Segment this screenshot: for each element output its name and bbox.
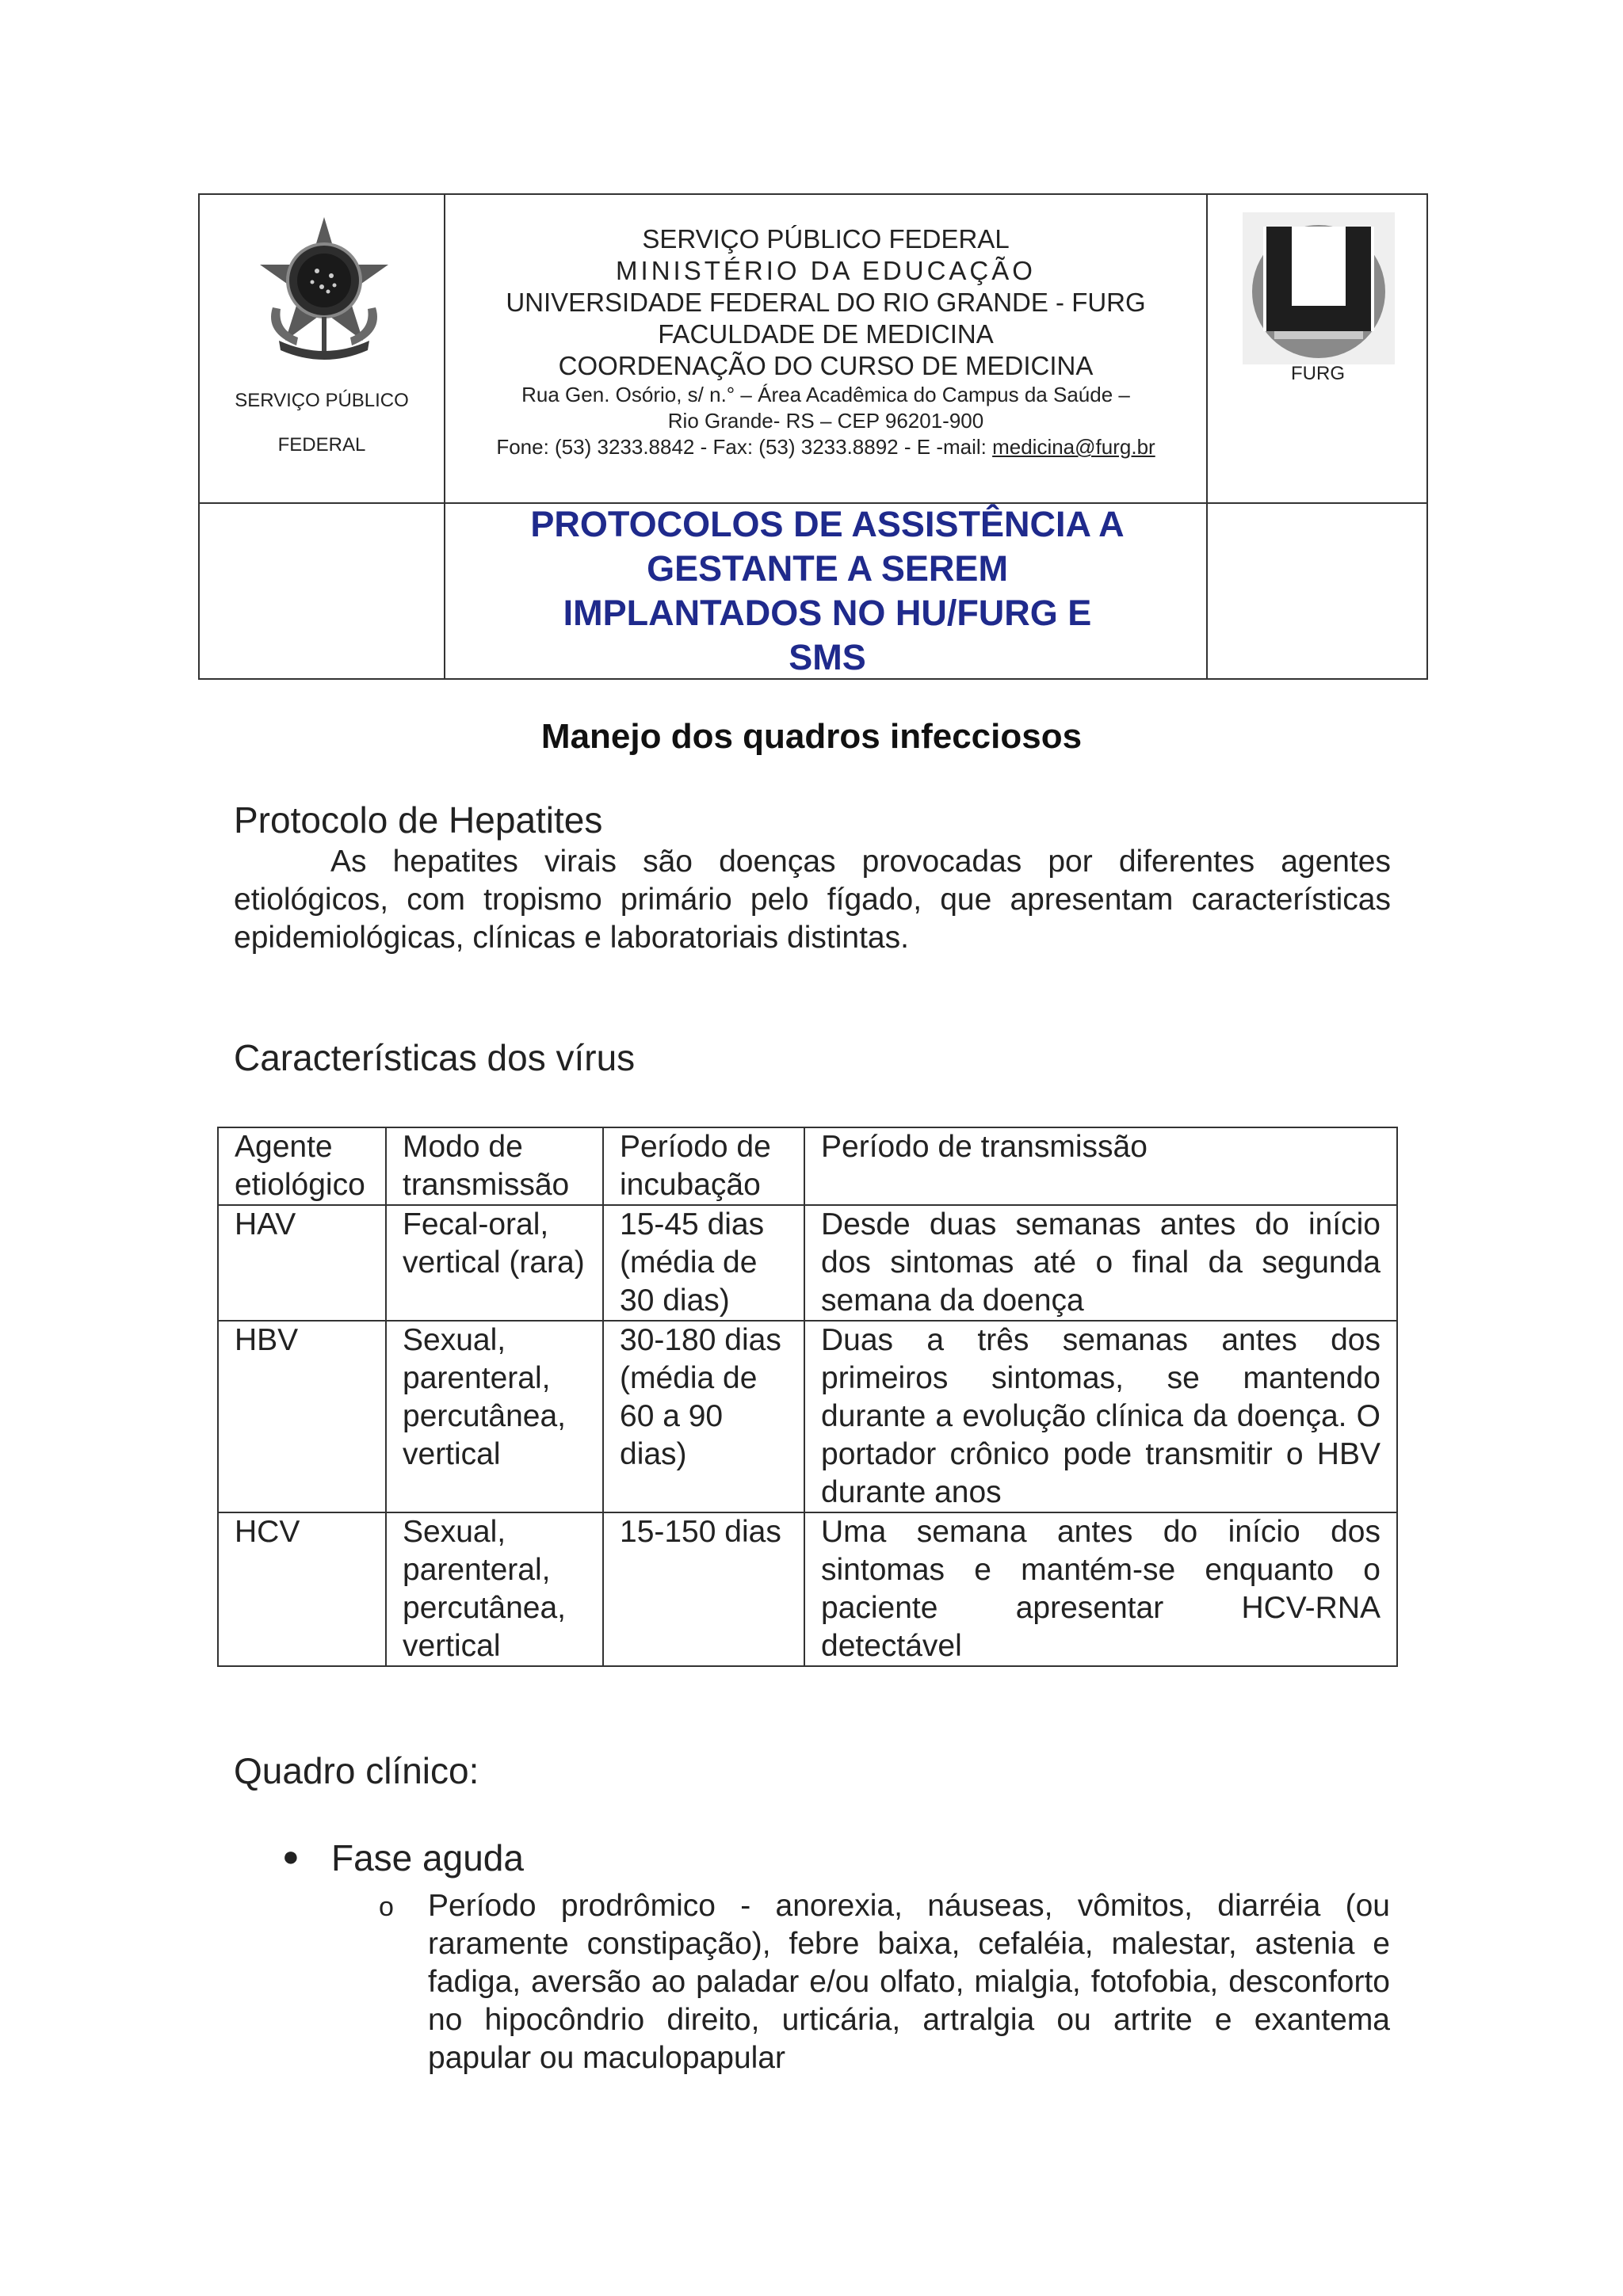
table-cell: Sexual, parenteral, percutânea, vertical <box>386 1512 603 1666</box>
table-cell: Fecal-oral, vertical (rara) <box>386 1205 603 1321</box>
table-header-cell: Período de incubação <box>603 1127 804 1205</box>
table-cell: Uma semana antes do início dos sintomas e mantém-se enquanto o paciente apresentar HCV-RNA detectável <box>804 1512 1397 1666</box>
title-line: GESTANTE A SEREM <box>647 548 1008 589</box>
table-cell: Sexual, parenteral, percutânea, vertical <box>386 1321 603 1512</box>
address-line: Rio Grande- RS – CEP 96201-900 <box>667 409 984 433</box>
seal-caption-line: SERVIÇO PÚBLICO <box>235 390 409 411</box>
bullet-icon: ● <box>282 1840 300 1872</box>
page-subtitle: Manejo dos quadros infecciosos <box>540 717 1083 756</box>
table-cell: HBV <box>218 1321 386 1512</box>
table-cell: 30-180 dias (média de 60 a 90 dias) <box>603 1321 804 1512</box>
virus-characteristics-table <box>217 1127 1398 1667</box>
hepatites-paragraph <box>234 843 1391 957</box>
table-cell: HAV <box>218 1205 386 1321</box>
title-line: PROTOCOLOS DE ASSISTÊNCIA A <box>530 504 1125 544</box>
address-line: Rua Gen. Osório, s/ n.° – Área Acadêmica do Campus da Saúde – <box>521 383 1130 406</box>
header-table <box>198 193 1428 680</box>
table-header-cell: Período de transmissão <box>804 1127 1397 1205</box>
table-header-cell: Modo de transmissão <box>386 1127 603 1205</box>
table-cell: 15-150 dias <box>603 1512 804 1666</box>
table-row <box>218 1321 1397 1512</box>
title-line: IMPLANTADOS NO HU/FURG E <box>563 593 1092 633</box>
table-cell: 15-45 dias (média de 30 dias) <box>603 1205 804 1321</box>
table-row <box>218 1205 1397 1321</box>
brazil-coat-of-arms-icon <box>249 214 399 364</box>
institution-line: MINISTÉRIO DA EDUCAÇÃO <box>616 256 1036 285</box>
table-cell: HCV <box>218 1512 386 1666</box>
furg-cell <box>1208 195 1428 504</box>
institution-line: UNIVERSIDADE FEDERAL DO RIO GRANDE - FURG <box>506 288 1146 317</box>
section-heading-hepatites: Protocolo de Hepatites <box>234 799 603 841</box>
table-cell: Desde duas semanas antes do início dos sintomas até o final da segunda semana da doença <box>804 1205 1397 1321</box>
furg-logo-icon <box>1243 212 1395 364</box>
furg-caption: FURG <box>1291 363 1345 384</box>
email-link[interactable]: medicina@furg.br <box>992 435 1155 459</box>
institution-line: FACULDADE DE MEDICINA <box>658 319 994 349</box>
title-line: SMS <box>789 637 866 677</box>
section-heading-clinical: Quadro clínico: <box>234 1750 479 1791</box>
table-row <box>218 1512 1397 1666</box>
institution-line: SERVIÇO PÚBLICO FEDERAL <box>642 224 1010 254</box>
table-cell: Duas a três semanas antes dos primeiros sintomas, se mantendo durante a evolução clínica da doença. O portador crônico pode transmitir o HBV durante anos <box>804 1321 1397 1512</box>
table-header-cell: Agente etiológico <box>218 1127 386 1205</box>
paragraph-text: As hepatites virais são doenças provocadas por diferentes agentes etiológicos, com tropismo primário pelo fígado, que apresentam características epidemiológicas, clínicas e laboratoriais distintas. <box>234 845 1391 955</box>
document-title <box>447 502 1208 680</box>
institution-block <box>445 223 1206 460</box>
sub-bullet-icon: o <box>379 1892 394 1922</box>
seal-cell <box>200 195 444 504</box>
seal-caption-line: FEDERAL <box>277 434 366 456</box>
section-heading-virus: Características dos vírus <box>234 1037 636 1078</box>
institution-line: COORDENAÇÃO DO CURSO DE MEDICINA <box>558 351 1094 380</box>
contact-numbers: Fone: (53) 3233.8842 - Fax: (53) 3233.8892 - E -mail: <box>496 435 993 459</box>
table-header-row <box>218 1127 1397 1205</box>
sub-item-periodo-prodromico: Período prodrômico - anorexia, náuseas, vômitos, diarréia (ou raramente constipação), febre baixa, cefaléia, malestar, astenia e fadiga, aversão ao paladar e/ou olfato, mialgia, fotofobia, desconforto no hipocôndrio direito, urticária, artralgia ou artrite e exantema papular ou maculopapular <box>428 1889 1390 2075</box>
contact-line <box>445 434 1206 460</box>
bullet-item-fase-aguda: Fase aguda <box>331 1837 524 1878</box>
